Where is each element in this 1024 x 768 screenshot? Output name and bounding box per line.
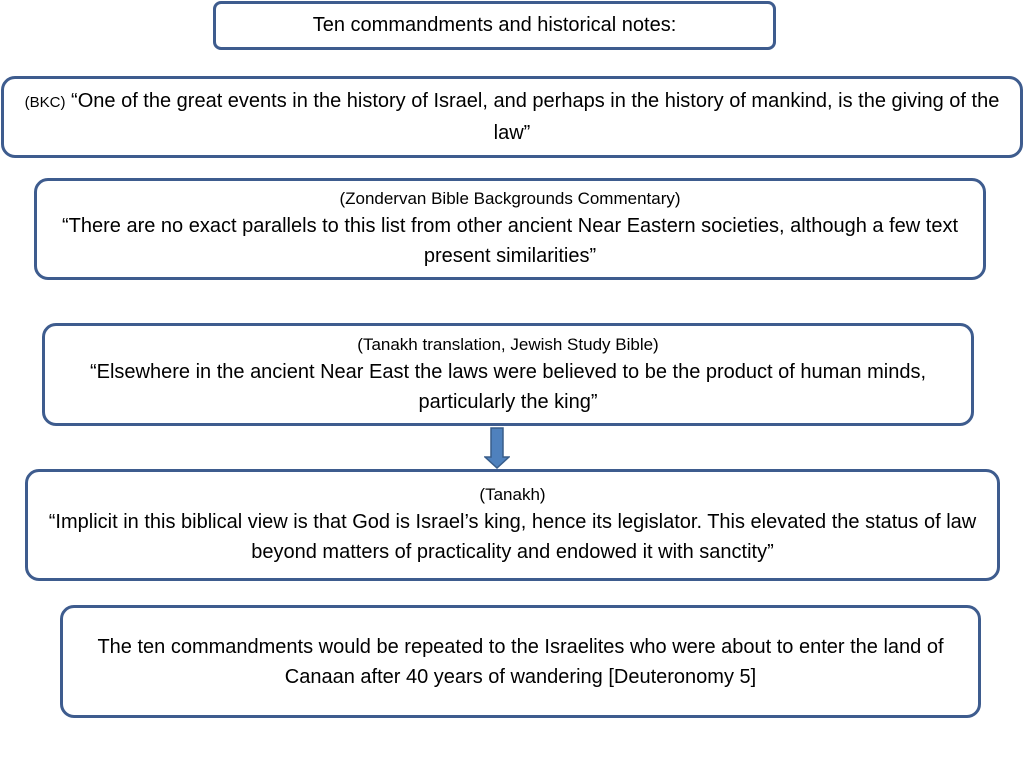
bkc-quote-text [18, 86, 1006, 148]
zondervan-source: (Zondervan Bible Backgrounds Commentary) [339, 189, 681, 208]
bkc-quote-box [1, 76, 1023, 158]
tanakh-translation-source: (Tanakh translation, Jewish Study Bible) [357, 334, 659, 354]
ten-commandments-note: The ten commandments would be repeated to the Israelites who were about to enter the land of Canaan after 40 years of wandering [Deuteronomy 5] [97, 635, 944, 688]
tanakh-source: (Tanakh) [479, 485, 546, 504]
down-arrow-icon [484, 427, 510, 469]
page-title: Ten commandments and historical notes: [312, 14, 677, 36]
tanakh-translation-quote: “Elsewhere in the ancient Near East the laws were believed to be the product of human minds, particularly the king” [89, 360, 926, 413]
tanakh-quote: “Implicit in this biblical view is that God is Israel’s king, hence its legislator. This elevated the status of law beyond matters of practicality and endowed it with sanctity” [48, 511, 977, 563]
tanakh-translation-quote-box [42, 323, 974, 426]
ten-commandments-note-box [60, 605, 981, 718]
bkc-source: (BKC) [24, 94, 66, 111]
title-box [213, 1, 776, 50]
zondervan-quote-box [34, 178, 986, 280]
bkc-quote: “One of the great events in the history of Israel, and perhaps in the history of mankind, is the giving of the law” [71, 90, 1000, 144]
down-arrow-shape [485, 428, 509, 468]
zondervan-quote: “There are no exact parallels to this list from other ancient Near Eastern societies, although a few text present similarities” [62, 215, 958, 267]
tanakh-quote-box [25, 469, 1000, 581]
